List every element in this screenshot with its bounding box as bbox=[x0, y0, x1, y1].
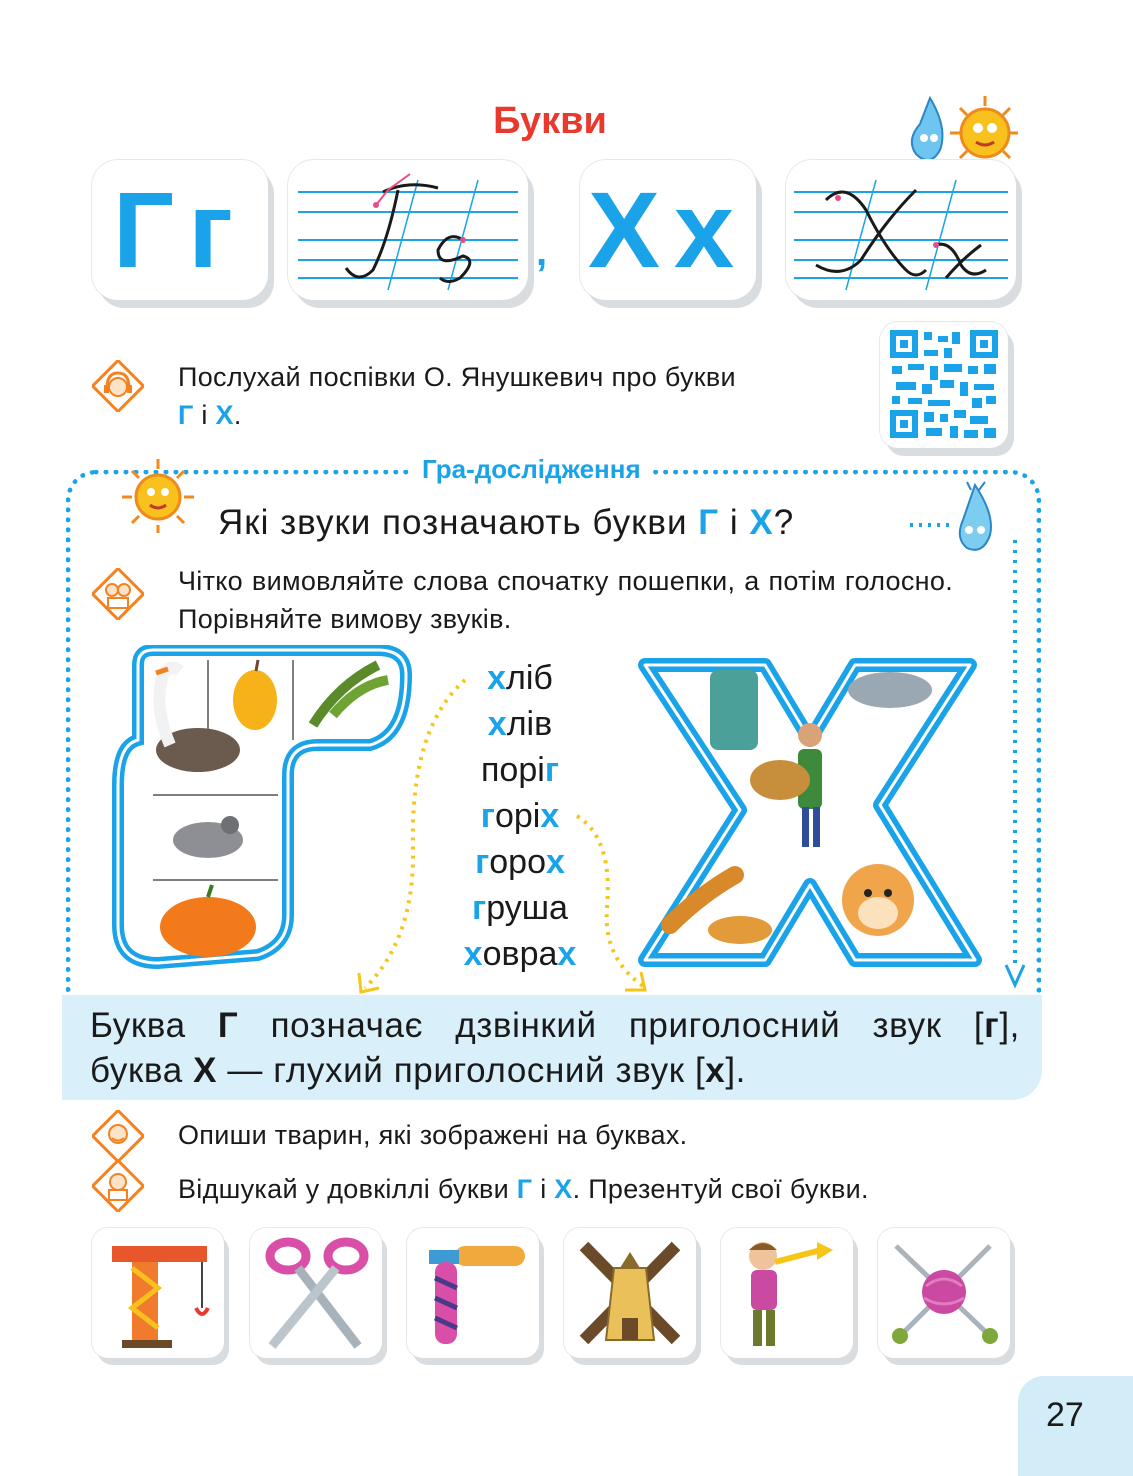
sun-mascot-icon bbox=[118, 455, 198, 535]
letter-h-puzzle-image bbox=[630, 645, 985, 980]
game-question bbox=[218, 503, 794, 543]
describe-task: Опиши тварин, які зображені на буквах. bbox=[178, 1120, 688, 1150]
candy-icon bbox=[407, 1228, 539, 1358]
listen-conj: і bbox=[193, 400, 216, 430]
question-letter-g: Г bbox=[698, 503, 720, 542]
game-instruction: Чітко вимовляйте слова спочатку пошепки, а потім голосно. Порівняйте вимову звуків. bbox=[178, 566, 953, 634]
drop-mascot-icon bbox=[905, 480, 1015, 570]
card-print-g bbox=[92, 160, 268, 300]
page-title: Букви bbox=[493, 100, 607, 142]
child-presenting-icon bbox=[92, 1160, 144, 1212]
card-print-h bbox=[580, 160, 756, 300]
card-script-h bbox=[786, 160, 1016, 300]
page-number-tab bbox=[1018, 1376, 1133, 1476]
listen-text: Послухай поспівки О. Янушкевич про букви bbox=[178, 362, 736, 392]
find-task: Відшукай у довкіллі букви Г і Х. Презентуй свої букви. bbox=[178, 1174, 869, 1204]
headphones-listen-icon bbox=[92, 360, 144, 412]
qr-code-icon bbox=[880, 322, 1008, 448]
photo-crane bbox=[92, 1228, 224, 1358]
word-item: ховрах bbox=[463, 935, 577, 973]
page-number: 27 bbox=[1046, 1396, 1084, 1434]
photo-candy bbox=[407, 1228, 539, 1358]
word-item: хлів bbox=[487, 705, 553, 743]
rule-line-2: буква Х — глухий приголосний звук [х]. bbox=[90, 1051, 747, 1090]
yellow-dotted-arrows-icon bbox=[345, 668, 655, 998]
word-item: поріг bbox=[481, 751, 559, 789]
windmill-icon bbox=[564, 1228, 696, 1358]
child-speaking-icon bbox=[92, 1110, 144, 1162]
qr-code-card[interactable] bbox=[880, 322, 1008, 448]
word-item: хліб bbox=[487, 659, 553, 697]
photo-trumpeter bbox=[721, 1228, 853, 1358]
photo-windmill bbox=[564, 1228, 696, 1358]
word-item: горіх bbox=[480, 797, 560, 835]
listen-letter-h: Х bbox=[215, 400, 234, 430]
handwriting-h-icon bbox=[786, 160, 1016, 300]
rule-text bbox=[90, 1003, 1020, 1093]
photo-scissors bbox=[250, 1228, 382, 1358]
listen-end: . bbox=[233, 400, 242, 430]
listen-letter-g: Г bbox=[178, 400, 194, 430]
rule-letter-g: Г bbox=[217, 1006, 239, 1045]
find-letter-h: Х bbox=[554, 1174, 573, 1204]
find-letter-g: Г bbox=[516, 1174, 533, 1204]
question-text: Які звуки позначають букви bbox=[218, 503, 699, 542]
print-letters-h: Хх bbox=[587, 169, 749, 290]
question-letter-h: Х bbox=[749, 503, 774, 542]
scissors-icon bbox=[250, 1228, 382, 1358]
word-item: горох bbox=[475, 843, 565, 881]
listen-task bbox=[178, 358, 858, 434]
card-script-g bbox=[288, 160, 528, 300]
children-reading-icon bbox=[92, 568, 144, 620]
dotted-arrow-right-icon bbox=[1000, 540, 1030, 990]
rule-letter-h: Х bbox=[193, 1051, 218, 1090]
rule-sound-h: х bbox=[705, 1051, 726, 1090]
question-conj: і bbox=[719, 503, 750, 542]
rule-line-1: Буква Г позначає дзвінкий приголосний звук [г], bbox=[90, 1006, 1020, 1045]
handwriting-g-icon bbox=[288, 160, 528, 300]
yarn-ball-needles-icon bbox=[878, 1228, 1010, 1358]
word-item: груша bbox=[472, 889, 568, 927]
rule-sound-g: г bbox=[984, 1006, 1000, 1045]
boy-with-trumpet-icon bbox=[721, 1228, 853, 1358]
comma-separator: , bbox=[536, 230, 548, 274]
photo-yarn bbox=[878, 1228, 1010, 1358]
game-label: Гра-дослідження bbox=[410, 454, 653, 485]
crane-icon bbox=[92, 1228, 224, 1358]
question-end: ? bbox=[773, 503, 795, 542]
print-letters-g: Гг bbox=[112, 169, 248, 290]
